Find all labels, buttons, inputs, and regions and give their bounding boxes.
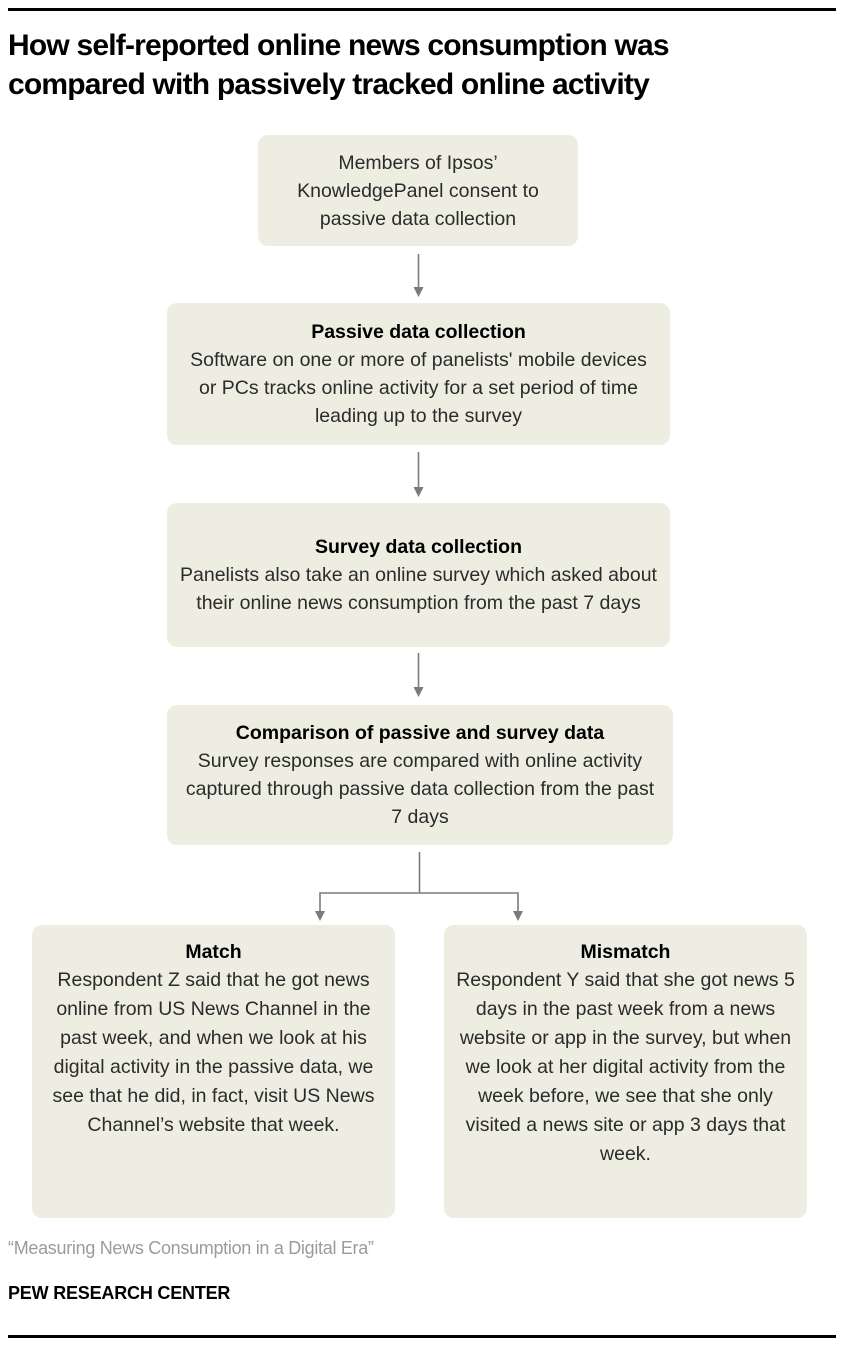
outcome-heading: Mismatch xyxy=(580,941,671,963)
flow-step-heading: Survey data collection xyxy=(315,536,522,558)
flow-step-consent xyxy=(258,135,578,246)
flow-step-body: Panelists also take an online survey which asked about their online news consumption from the past 7 days xyxy=(180,564,657,614)
arrow-step1-step2 xyxy=(414,254,424,297)
flow-step-heading: Passive data collection xyxy=(311,321,526,343)
arrow-fork xyxy=(315,852,523,921)
outcome-match xyxy=(32,925,395,1218)
brand-pew-research-center: PEW RESEARCH CENTER xyxy=(8,1283,231,1303)
top-rule xyxy=(8,8,836,11)
outcome-mismatch xyxy=(444,925,807,1218)
bottom-rule xyxy=(8,1335,836,1338)
page-title: How self-reported online news consumption was compared with passively tracked online activity xyxy=(8,29,669,101)
outcome-heading: Match xyxy=(185,941,242,963)
arrow-step3-step4 xyxy=(414,653,424,697)
flow-step-body: Survey responses are compared with online activity captured through passive data collection from the past 7 days xyxy=(185,750,655,828)
source-note: “Measuring News Consumption in a Digital Era” xyxy=(8,1238,374,1258)
flow-step-body: Members of Ipsos’ KnowledgePanel consent to passive data collection xyxy=(297,151,539,230)
flow-step-comparison xyxy=(167,705,673,845)
flow-step-survey-collection xyxy=(167,503,670,647)
flow-step-passive-collection xyxy=(167,303,670,445)
arrow-step2-step3 xyxy=(414,452,424,497)
outcome-body: Respondent Y said that she got news 5 days in the past week from a news website or app in the survey, but when we look at her digital activity from the week before, we see that she only visited a news site or app 3 days that week. xyxy=(456,969,795,1165)
outcome-body: Respondent Z said that he got news online from US News Channel in the past week, and when we look at his digital activity in the passive data, we see that he did, in fact, visit US News Channel’s website that week. xyxy=(52,969,375,1136)
flow-step-heading: Comparison of passive and survey data xyxy=(235,722,605,744)
flow-step-body: Software on one or more of panelists' mobile devices or PCs tracks online activity for a set period of time leading up to the survey xyxy=(190,349,647,427)
